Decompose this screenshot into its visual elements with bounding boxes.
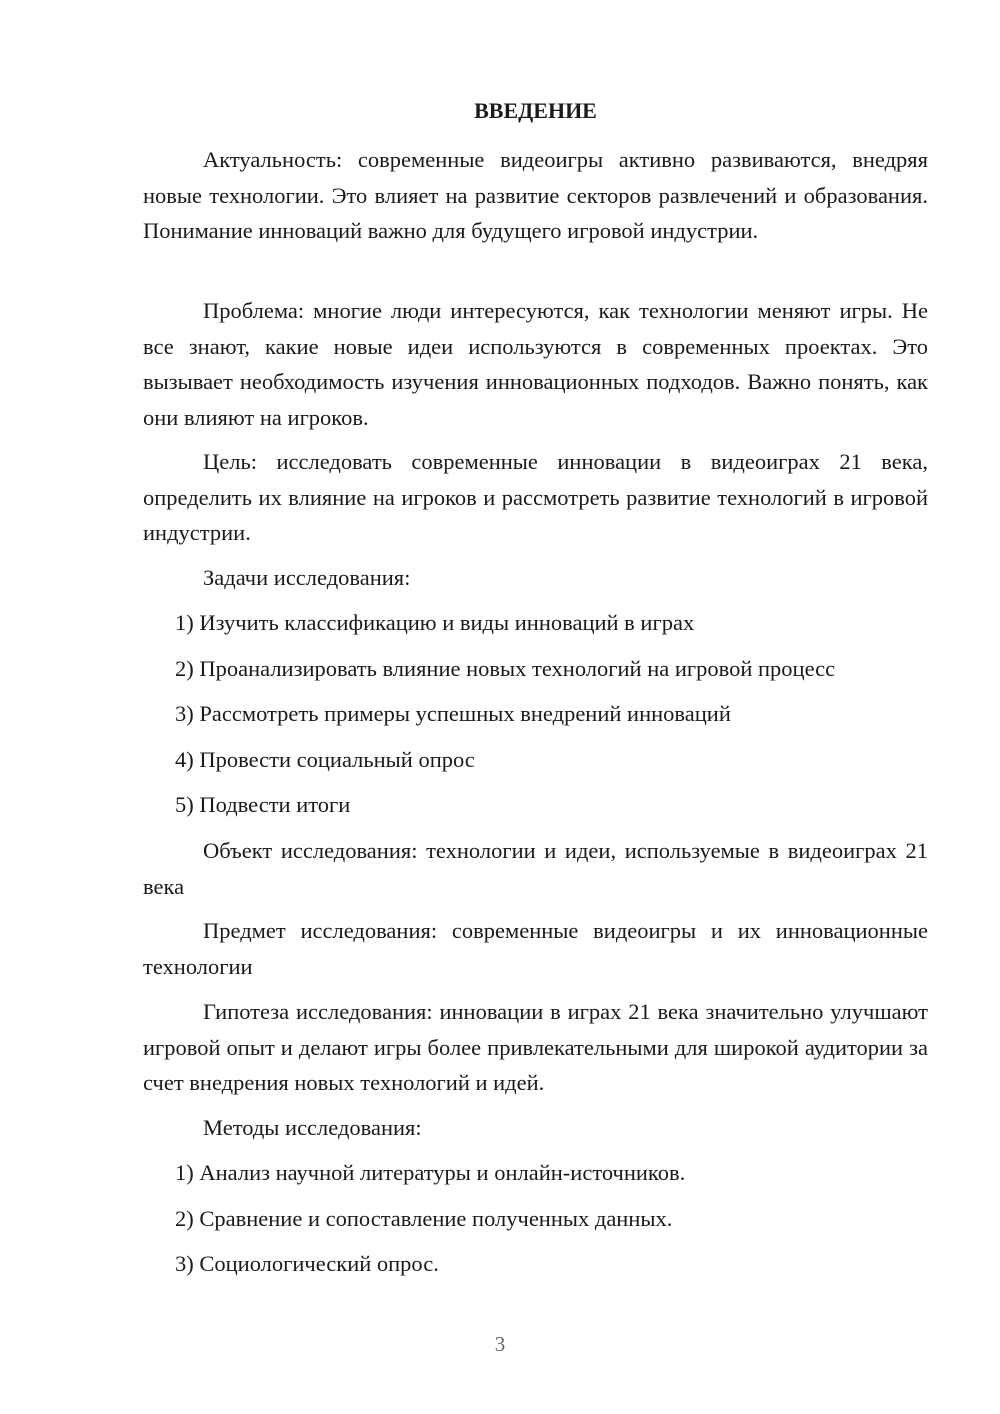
list-item: 3) Рассмотреть примеры успешных внедрений инноваций bbox=[175, 701, 731, 726]
paragraph-relevance: Актуальность: современные видеоигры активно развиваются, внедряя новые технологии. Это влияет на развитие секторов развлечений и образования. Понимание инноваций важно для будущего игровой индустрии. bbox=[143, 147, 928, 243]
list-item: 3) Социологический опрос. bbox=[175, 1251, 439, 1276]
list-item: 2) Сравнение и сопоставление полученных данных. bbox=[175, 1206, 673, 1231]
list-item: 1) Анализ научной литературы и онлайн-источников. bbox=[175, 1160, 686, 1185]
paragraph-goal: Цель: исследовать современные инновации в видеоиграх 21 века, определить их влияние на игроков и рассмотреть развитие технологий в игровой индустрии. bbox=[143, 449, 928, 545]
list-item: 1) Изучить классификацию и виды инноваций в играх bbox=[175, 610, 695, 635]
list-item: 5) Подвести итоги bbox=[175, 792, 351, 817]
paragraph-hypothesis: Гипотеза исследования: инновации в играх 21 века значительно улучшают игровой опыт и делают игры более привлекательными для широкой аудитории за счет внедрения новых технологий и идей. bbox=[143, 999, 928, 1095]
paragraph-subject: Предмет исследования: современные видеоигры и их инновационные технологии bbox=[143, 918, 928, 979]
page-number: 3 bbox=[494, 1332, 506, 1356]
methods-heading: Методы исследования: bbox=[203, 1115, 422, 1140]
page-title: ВВЕДЕНИЕ bbox=[474, 98, 597, 123]
paragraph-object: Объект исследования: технологии и идеи, используемые в видеоиграх 21 века bbox=[143, 838, 928, 899]
list-item: 2) Проанализировать влияние новых технологий на игровой процесс bbox=[175, 656, 836, 681]
tasks-heading: Задачи исследования: bbox=[203, 565, 411, 590]
list-item: 4) Провести социальный опрос bbox=[175, 747, 475, 772]
paragraph-problem: Проблема: многие люди интересуются, как технологии меняют игры. Не все знают, какие новые идеи используются в современных проектах. Это вызывает необходимость изучения инновационных подходов. Важно понять, как они влияют на игроков. bbox=[143, 298, 928, 430]
